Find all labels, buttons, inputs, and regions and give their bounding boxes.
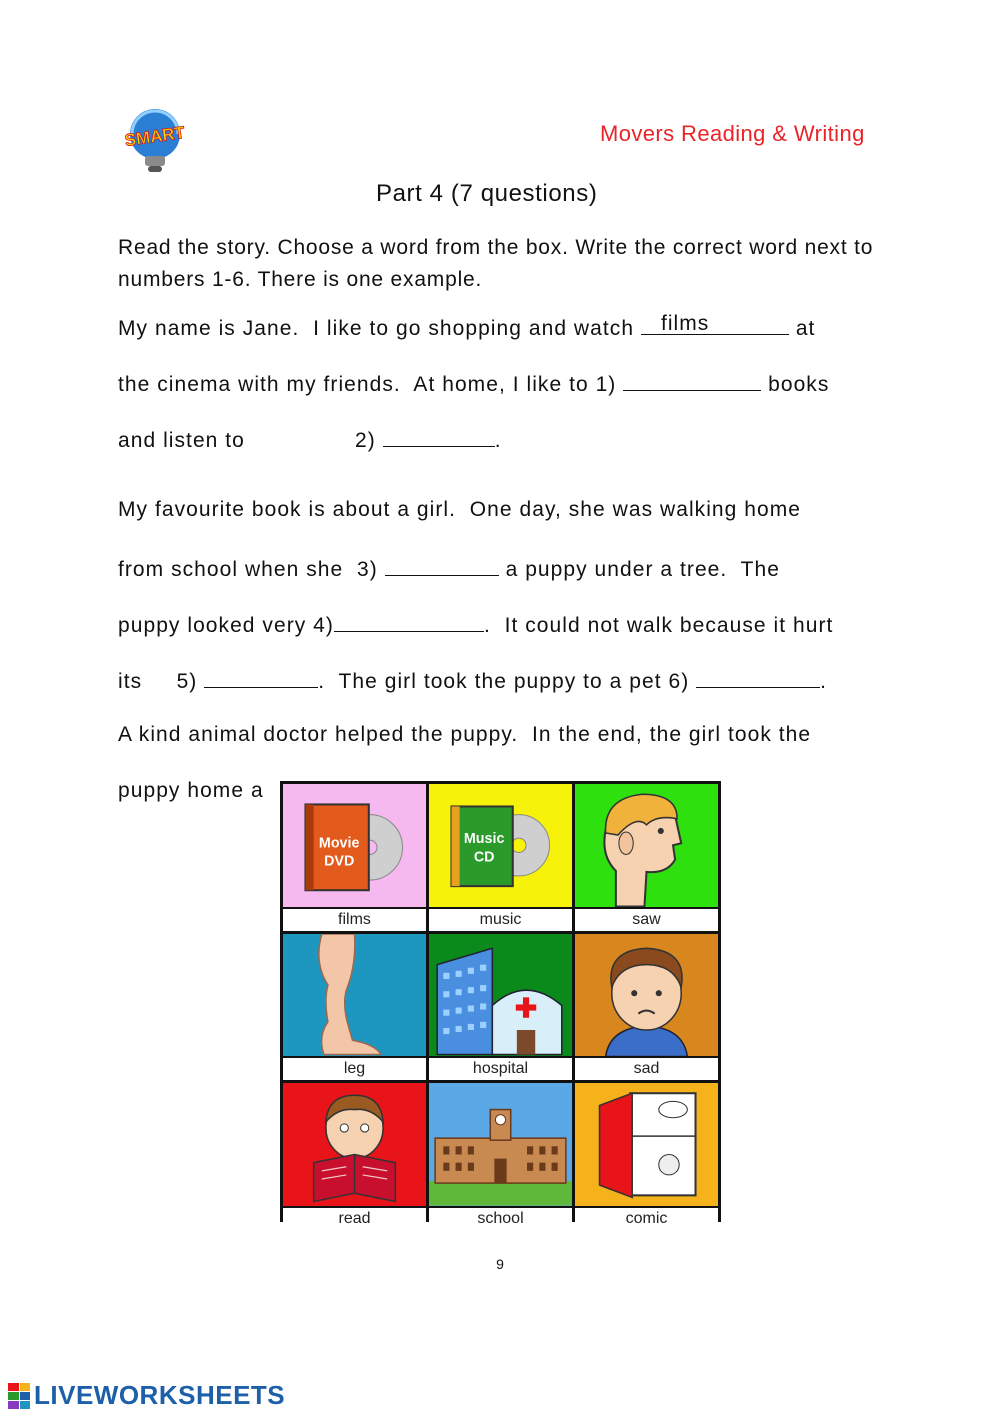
example-blank	[641, 314, 789, 341]
header-title: Movers Reading & Writing	[600, 121, 865, 146]
word-card-saw	[575, 784, 718, 931]
word-leg: leg	[283, 1056, 426, 1080]
word-card-music	[429, 784, 572, 931]
story-text: .	[820, 670, 828, 693]
story-line-7	[118, 667, 827, 694]
story-text: .	[494, 429, 502, 452]
story-text: . The girl took the puppy to a pet 6)	[318, 670, 697, 693]
answer-blank-3[interactable]	[385, 555, 499, 576]
story-line-9: puppy home a	[118, 779, 264, 802]
word-saw: saw	[575, 907, 718, 931]
answer-blank-6[interactable]	[696, 667, 820, 688]
school-picture	[429, 1083, 572, 1206]
hospital-picture	[429, 934, 572, 1057]
answer-blank-4[interactable]	[334, 611, 484, 632]
story-text: puppy looked very 4)	[118, 614, 334, 637]
leg-picture	[283, 934, 426, 1057]
word-card-films	[283, 784, 426, 931]
story-text: a puppy under a tree. The	[498, 558, 781, 581]
word-comic: comic	[575, 1206, 718, 1230]
face-profile-picture	[575, 784, 718, 907]
story-text: . It could not walk because it hurt	[483, 614, 834, 637]
liveworksheets-brand	[8, 1380, 285, 1411]
story-line-3	[118, 426, 502, 453]
answer-blank-5[interactable]	[204, 667, 318, 688]
word-card-read	[283, 1083, 426, 1230]
liveworksheets-icon	[8, 1383, 30, 1409]
story-text: the cinema with my friends. At home, I like to 1)	[118, 373, 624, 396]
reading-boy-picture	[283, 1083, 426, 1206]
word-card-hospital	[429, 934, 572, 1081]
story-text: its 5)	[118, 670, 205, 693]
cd-picture	[429, 784, 572, 907]
sad-boy-picture	[575, 934, 718, 1057]
dvd-picture	[283, 784, 426, 907]
cd-label-2: CD	[473, 849, 495, 866]
instructions: Read the story. Choose a word from the box. Write the correct word next to numbers 1-6. There is one example.	[118, 236, 874, 291]
brand-text: LIVEWORKSHEETS	[34, 1380, 286, 1410]
story-line-6	[118, 611, 833, 638]
cd-label-1: Music	[463, 831, 505, 848]
answer-blank-1[interactable]	[623, 370, 761, 391]
comic-book-picture	[575, 1083, 718, 1206]
word-school: school	[429, 1206, 572, 1230]
word-card-school	[429, 1083, 572, 1230]
word-card-comic	[575, 1083, 718, 1230]
word-card-leg	[283, 934, 426, 1081]
story-text: at	[788, 317, 816, 340]
dvd-label-1: Movie	[318, 835, 360, 852]
word-music: music	[429, 907, 572, 931]
word-card-sad	[575, 934, 718, 1081]
story-line-1	[118, 314, 815, 341]
story-line-5	[118, 555, 780, 582]
smart-logo	[118, 104, 192, 178]
page-number: 9	[496, 1256, 504, 1272]
dvd-label-2: DVD	[324, 853, 355, 870]
story-line-4: My favourite book is about a girl. One day, she was walking home	[118, 498, 802, 521]
story-text: from school when she 3)	[118, 558, 385, 581]
story-text: My name is Jane. I like to go shopping and watch	[118, 317, 641, 340]
answer-blank-2[interactable]	[383, 426, 495, 447]
story-text: and listen to 2)	[118, 429, 383, 452]
word-films: films	[283, 907, 426, 931]
story-line-2	[118, 370, 829, 397]
word-read: read	[283, 1206, 426, 1230]
word-box	[280, 781, 721, 1227]
example-word: films	[660, 312, 710, 335]
word-sad: sad	[575, 1056, 718, 1080]
story-line-8: A kind animal doctor helped the puppy. In the end, the girl took the	[118, 723, 812, 746]
story-text: books	[761, 373, 830, 396]
logo-text: SMART	[123, 122, 187, 151]
part-title: Part 4 (7 questions)	[376, 180, 598, 207]
word-hospital: hospital	[429, 1056, 572, 1080]
